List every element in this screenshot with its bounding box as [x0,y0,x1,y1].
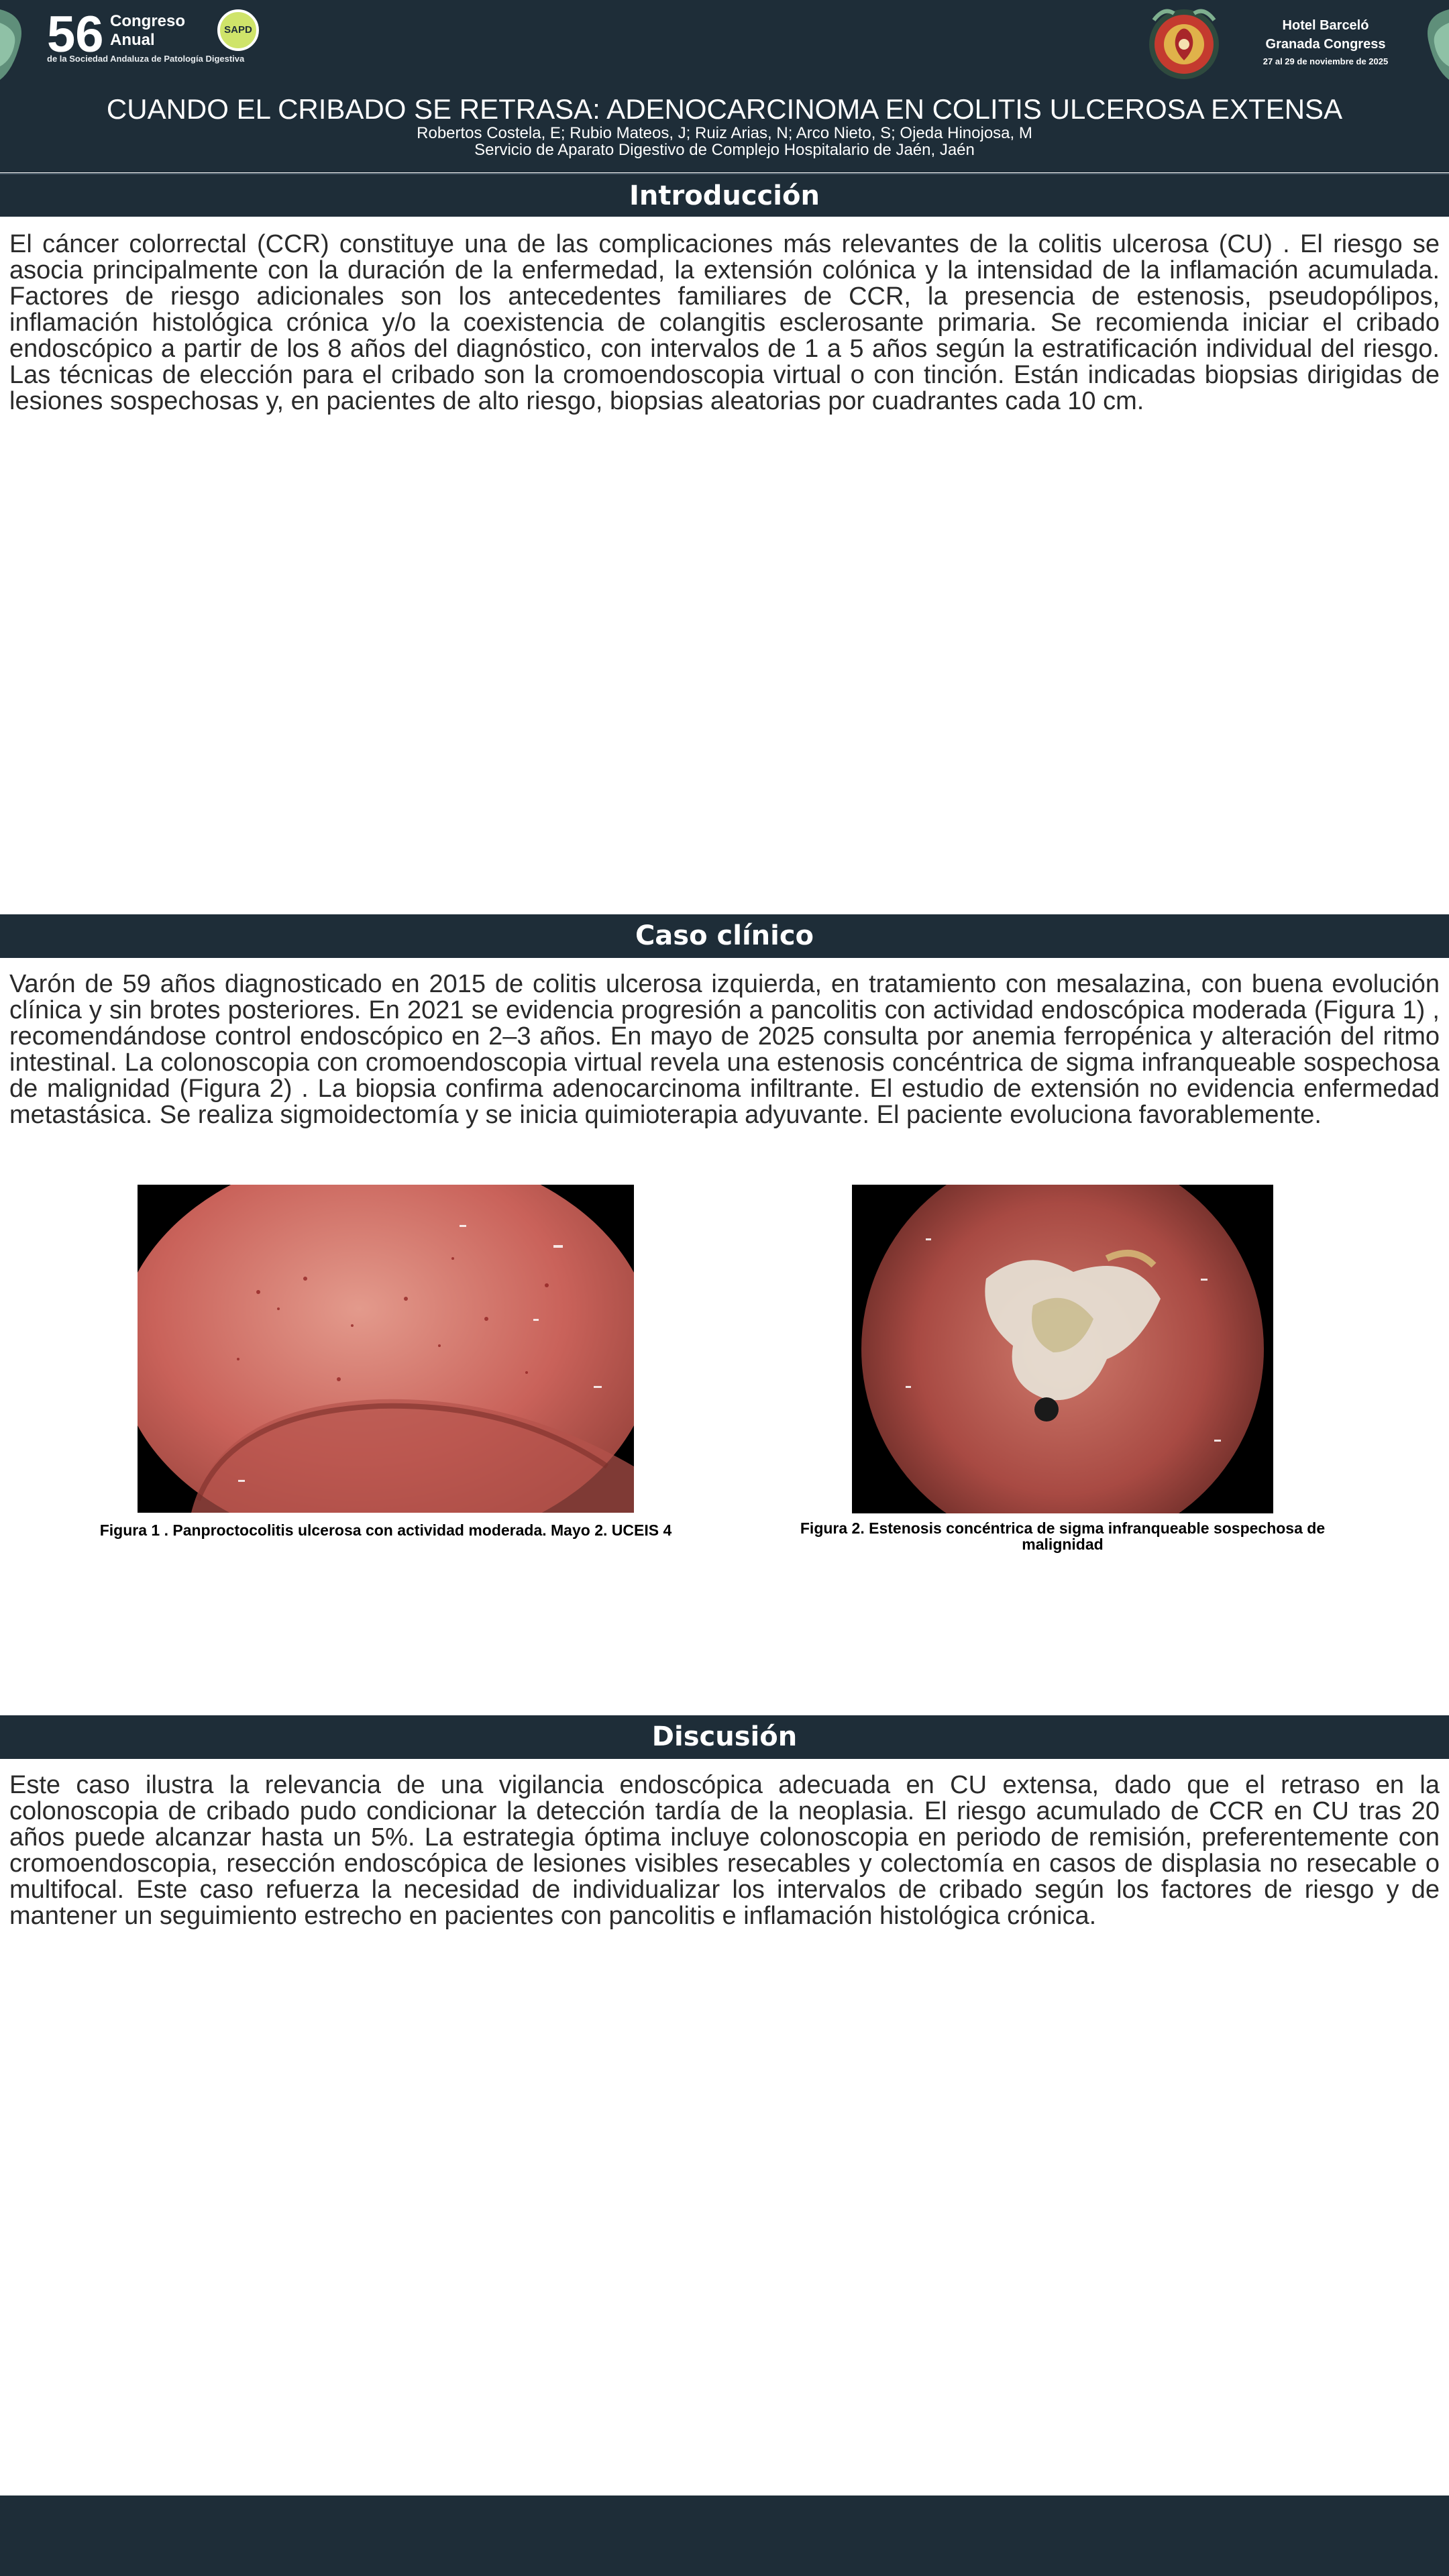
figure-1-image [138,1185,634,1513]
intro-text: El cáncer colorrectal (CCR) constituye una de las complicaciones más relevantes de la colitis ulcerosa (CU) . El riesgo se asocia principalmente con la duración de la enfermedad, la extensión colónica y la intensidad de la inflamación acumulada. Factores de riesgo adicionales son los antecedentes familiares de CCR, la presencia de estenosis, pseudopólipos, inflamación histológica crónica y/o la coexistencia de colangitis esclerosante primaria. Se recomienda iniciar el cribado endoscópico a partir de los 8 años del diagnóstico, con intervalos de 1 a 5 años según la estratificación individual del riesgo. Las técnicas de elección para el cribado son la cromoendoscopia virtual o con tinción. Están indicadas biopsias dirigidas de lesiones sospechosas y, en pacientes de alto riesgo, biopsias aleatorias por cuadrantes cada 10 cm. [9,230,1440,415]
section-heading-discussion: Discusión [0,1715,1449,1759]
case-text: Varón de 59 años diagnosticado en 2015 de colitis ulcerosa izquierda, en tratamiento con mesalazina, con buena evolución clínica y sin brotes posteriores. En 2021 se evidencia progresión a pancolitis con actividad endoscópica moderada (Figura 1) , recomendándose control endoscópico en 2–3 años. En mayo de 2025 consulta por anemia ferropénica y alteración del ritmo intestinal. La colonoscopia con cromoendoscopia virtual revela una estenosis concéntrica de sigma infranqueable sospechosa de malignidad (Figura 2) . La biopsia confirma adenocarcinoma infiltrante. El estudio de extensión no evidencia enfermedad metastásica. Se realiza sigmoidectomía y se inicia quimioterapia adyuvante. El paciente evoluciona favorablemente. [9,970,1440,1129]
venue-hotel: Hotel Barceló [1282,18,1369,33]
society-name: de la Sociedad Andaluza de Patología Digestiva [47,54,245,64]
figure-2-caption: Figura 2. Estenosis concéntrica de sigma infranqueable sospechosa de malignidad [800,1519,1326,1553]
discussion-text: Este caso ilustra la relevancia de una vigilancia endoscópica adecuada en CU extensa, dado que el retraso en la colonoscopia de cribado pudo condicionar la detección tardía de la neoplasia. El riesgo acumulado de CCR en CU tras 20 años puede alcanzar hasta un 5%. La estrategia óptima incluye colonoscopia en periodo de remisión, preferentemente con cromoendoscopia, resección endoscópica de lesiones visibles resecables y colectomía en casos de displasia no resecable o multifocal. Este caso refuerza la necesidad de individualizar los intervalos de cribado según los factores de riesgo y de mantener un seguimiento estrecho en pacientes con pancolitis e inflamación histológica crónica. [9,1771,1440,1930]
section-heading-case: Caso clínico [0,914,1449,958]
annual-word: Anual [110,31,155,49]
granada-emblem-icon [1140,0,1228,85]
leaf-decoration-left [0,3,40,83]
venue-congress: Granada Congress [1265,37,1386,52]
leaf-decoration-right [1409,3,1449,83]
congress-number: 56 [47,6,104,63]
poster-footer [0,2496,1449,2576]
venue-info [1241,16,1410,70]
authors: Robertos Costela, E; Rubio Mateos, J; Ruiz Arias, N; Arco Nieto, S; Ojeda Hinojosa, M [417,124,1032,142]
affiliation: Servicio de Aparato Digestivo de Complejo Hospitalario de Jaén, Jaén [474,141,975,159]
sapd-logo-text: SAPD [224,24,252,36]
poster-header [0,0,1449,172]
figure-1-caption: Figura 1 . Panproctocolitis ulcerosa con actividad moderada. Mayo 2. UCEIS 4 [99,1521,672,1539]
poster-title: CUANDO EL CRIBADO SE RETRASA: ADENOCARCINOMA EN COLITIS ULCEROSA EXTENSA [106,93,1343,125]
congress-logo [47,8,288,75]
figure-2-image [852,1185,1273,1513]
sapd-logo [217,9,259,51]
congress-word: Congreso [110,12,186,30]
venue-dates: 27 al 29 de noviembre de 2025 [1263,56,1389,66]
section-heading-intro: Introducción [0,173,1449,217]
